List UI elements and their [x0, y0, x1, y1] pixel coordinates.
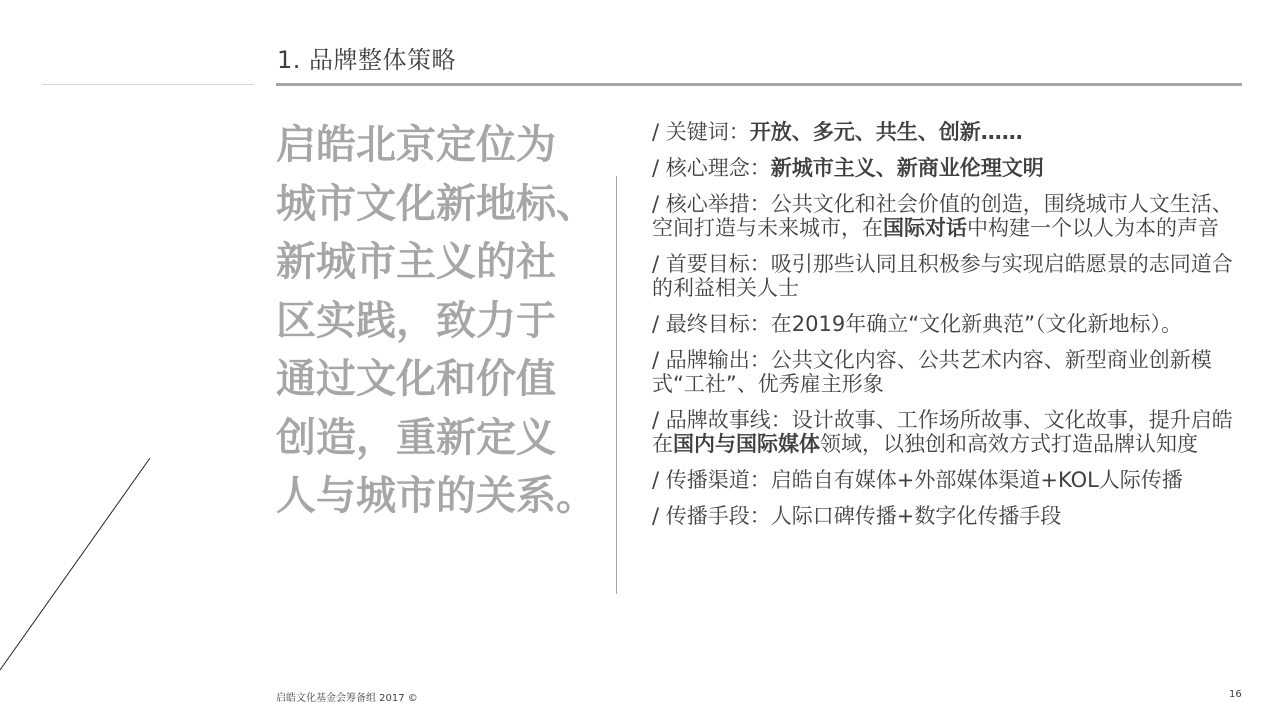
strategy-item-label: / 品牌输出：	[652, 348, 771, 372]
page-title: 1. 品牌整体策略	[277, 46, 457, 74]
strategy-item	[652, 408, 1252, 456]
strategy-item-text: 吸引那些认同且积极参与实现启皓愿景的志同道合的利益相关人士	[652, 252, 1233, 300]
vertical-divider	[616, 176, 617, 594]
headline-line: 通过文化和价值	[276, 356, 556, 402]
strategy-item-label: / 首要目标：	[652, 252, 771, 276]
strategy-item-label: / 关键词：	[652, 120, 750, 144]
strategy-item-text: 中构建一个以人为本的声音	[967, 216, 1219, 240]
strategy-item-label: / 核心举措：	[652, 192, 771, 216]
page-number: 16	[1229, 689, 1242, 700]
headline-statement	[276, 116, 606, 526]
strategy-item-emphasis: 国内与国际媒体	[673, 432, 820, 456]
strategy-item-text: 领域，以独创和高效方式打造品牌认知度	[820, 432, 1198, 456]
strategy-item	[652, 252, 1252, 300]
strategy-item-label: / 传播渠道：	[652, 468, 771, 492]
strategy-list	[652, 120, 1252, 540]
strategy-item	[652, 504, 1252, 528]
strategy-item-emphasis: 新城市主义、新商业伦理文明	[770, 156, 1044, 180]
headline-line: 城市文化新地标、	[276, 180, 596, 227]
strategy-item-text: 设计故事、工作场所故事、文化故事，提升启皓在	[652, 408, 1233, 456]
strategy-item-text: 公共文化内容、公共艺术内容、新型商业创新模式“工社”、优秀雇主形象	[652, 348, 1212, 396]
title-underline	[276, 83, 1242, 86]
strategy-item-text: 启皓自有媒体+外部媒体渠道+KOL人际传播	[770, 468, 1183, 492]
strategy-item-label: / 传播手段：	[652, 504, 771, 528]
footer-copyright: 启皓文化基金会筹备组 2017 ©	[276, 693, 418, 704]
strategy-item	[652, 312, 1252, 336]
decorative-diagonal-line	[0, 456, 160, 676]
headline-line: 新城市主义的社	[276, 239, 556, 285]
headline-line: 创造，重新定义	[276, 414, 556, 461]
headline-line: 启皓北京定位为	[276, 122, 556, 168]
strategy-item-text: 公共文化和社会价值的创造，围绕城市人文生活、空间打造与未来城市，在	[652, 192, 1233, 240]
strategy-item-label: / 品牌故事线：	[652, 408, 792, 432]
headline-line: 人与城市的关系。	[276, 473, 596, 519]
strategy-item-emphasis: 国际对话	[883, 216, 967, 240]
strategy-item	[652, 156, 1252, 180]
strategy-item	[652, 348, 1252, 396]
strategy-item-emphasis: 开放、多元、共生、创新……	[749, 120, 1023, 144]
strategy-item	[652, 468, 1252, 492]
strategy-item-label: / 核心理念：	[652, 156, 771, 180]
strategy-item-text: 人际口碑传播+数字化传播手段	[770, 504, 1062, 528]
headline-line: 区实践，致力于	[276, 297, 556, 344]
strategy-item	[652, 120, 1252, 144]
strategy-item-text: 在2019年确立“文化新典范”（文化新地标）。	[770, 312, 1182, 336]
strategy-item-label: / 最终目标：	[652, 312, 771, 336]
left-divider-line	[42, 84, 254, 85]
strategy-item	[652, 192, 1252, 240]
